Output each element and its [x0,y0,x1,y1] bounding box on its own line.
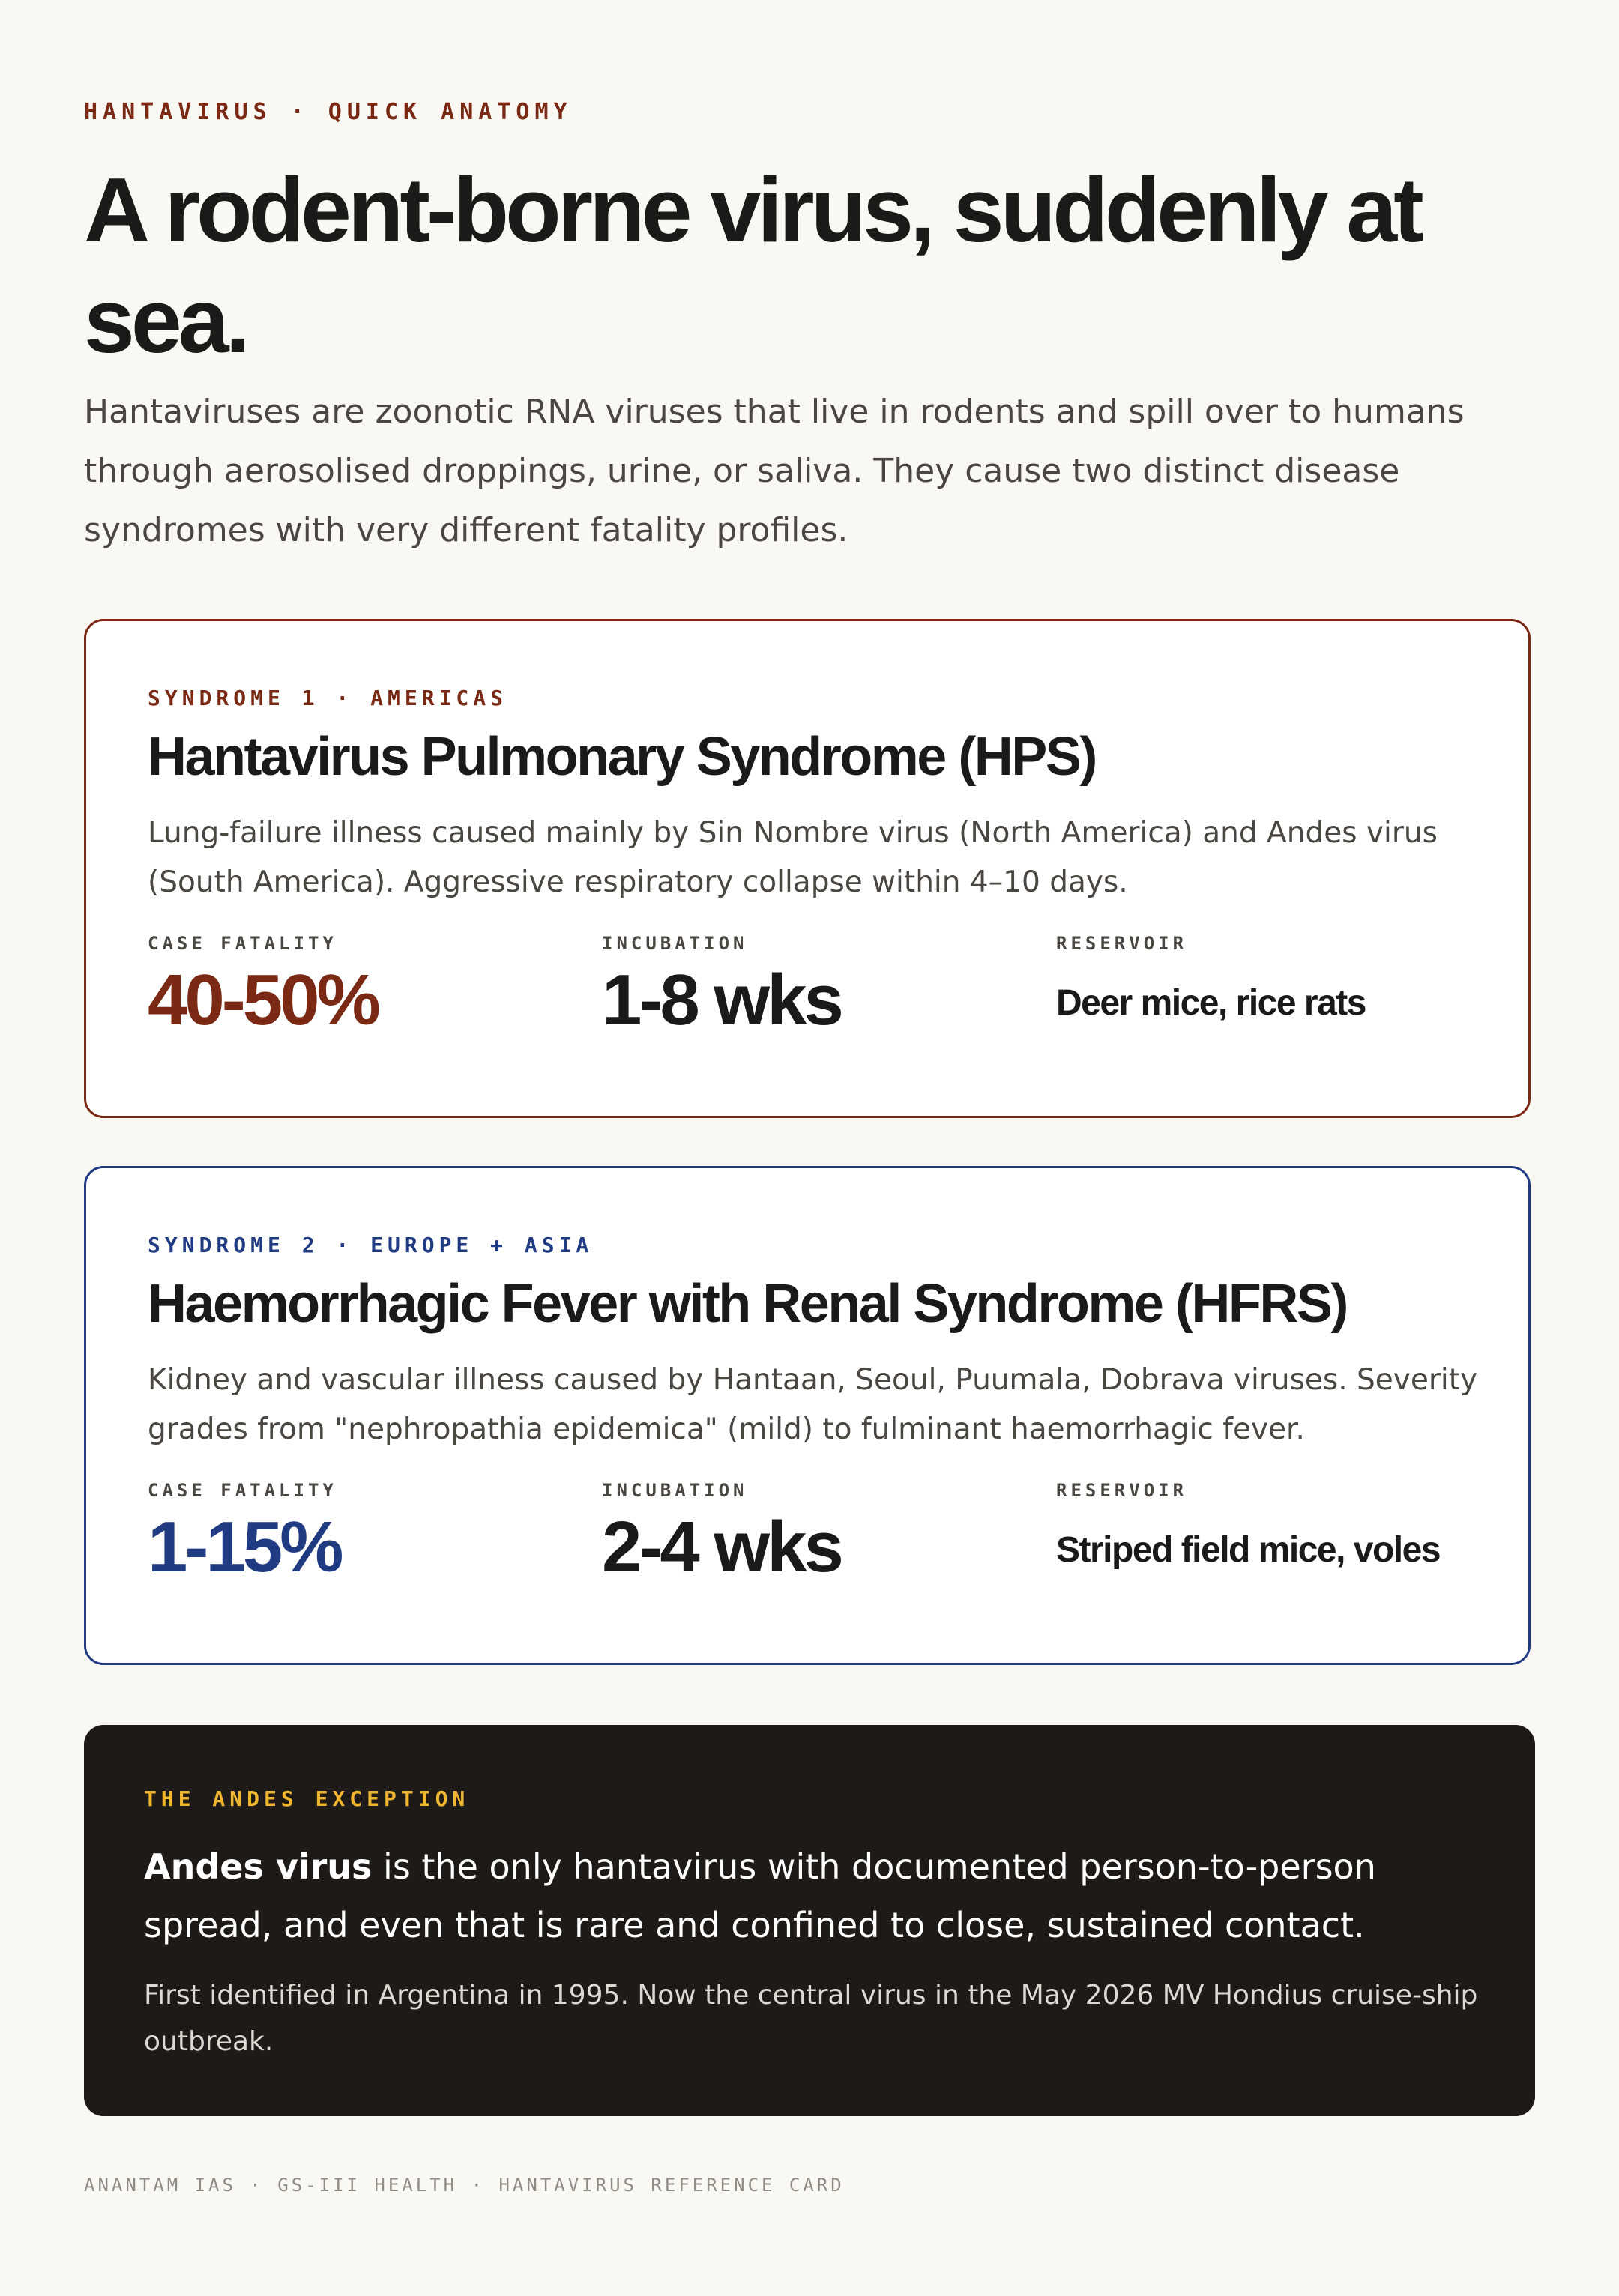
intro-paragraph: Hantaviruses are zoonotic RNA viruses that live in rodents and spill over to humans through aerosolised droppings, urine, or saliva. They cause two distinct disease syndromes with very different fatality profiles. [84,393,1465,549]
hps-tag: SYNDROME 1 · AMERICAS [148,686,508,710]
hps-case-fatality-stat [148,933,378,1038]
incubation-label: INCUBATION [602,933,748,954]
reservoir-value: Striped field mice, voles [1056,1530,1441,1570]
eyebrow-label: HANTAVIRUS · QUICK ANATOMY [84,99,573,125]
andes-virus-bold: Andes virus [144,1846,373,1887]
hfrs-incubation-stat [602,1480,841,1585]
reservoir-value: Deer mice, rice rats [1056,983,1366,1023]
hps-title: Hantavirus Pulmonary Syndrome (HPS) [148,727,1096,787]
andes-exception-tag: THE ANDES EXCEPTION [144,1786,470,1811]
case-fatality-label: CASE FATALITY [148,933,337,954]
footer-credit: ANANTAM IAS · GS-III HEALTH · HANTAVIRUS REFERENCE CARD [84,2175,845,2196]
hfrs-reservoir-stat [1056,1480,1440,1573]
hps-card [84,619,1531,1118]
hfrs-description: Kidney and vascular illness caused by Hantaan, Seoul, Puumala, Dobrava viruses. Severity grades from "nephropathia epidemica" (mild) to fulminant haemorrhagic fever. [148,1363,1478,1446]
hps-reservoir-stat [1056,933,1366,1026]
page-headline: A rodent-borne virus, suddenly at sea. [84,159,1420,372]
andes-exception-note: First identified in Argentina in 1995. Now the central virus in the May 2026 MV Hondius cruise-ship outbreak. [144,1980,1478,2057]
hfrs-card [84,1166,1531,1665]
incubation-value: 2-4 wks [602,1507,841,1587]
incubation-value: 1-8 wks [602,960,841,1040]
andes-exception-lead [144,1837,1508,1954]
case-fatality-label: CASE FATALITY [148,1480,337,1501]
andes-exception-callout [84,1725,1535,2116]
andes-lead-text: is the only hantavirus with documented person-to-person spread, and even that is rare and confined to close, sustained contact. [144,1846,1376,1945]
hfrs-title: Haemorrhagic Fever with Renal Syndrome (HFRS) [148,1274,1347,1334]
hps-description: Lung-failure illness caused mainly by Sin Nombre virus (North America) and Andes virus (South America). Aggressive respiratory collapse within 4–10 days. [148,816,1438,899]
hfrs-case-fatality-stat [148,1480,341,1585]
reservoir-label: RESERVOIR [1056,1480,1188,1501]
reservoir-label: RESERVOIR [1056,933,1188,954]
hps-incubation-stat [602,933,841,1038]
hfrs-tag: SYNDROME 2 · EUROPE + ASIA [148,1233,594,1257]
case-fatality-value: 40-50% [148,960,378,1040]
incubation-label: INCUBATION [602,1480,748,1501]
case-fatality-value: 1-15% [148,1507,341,1587]
